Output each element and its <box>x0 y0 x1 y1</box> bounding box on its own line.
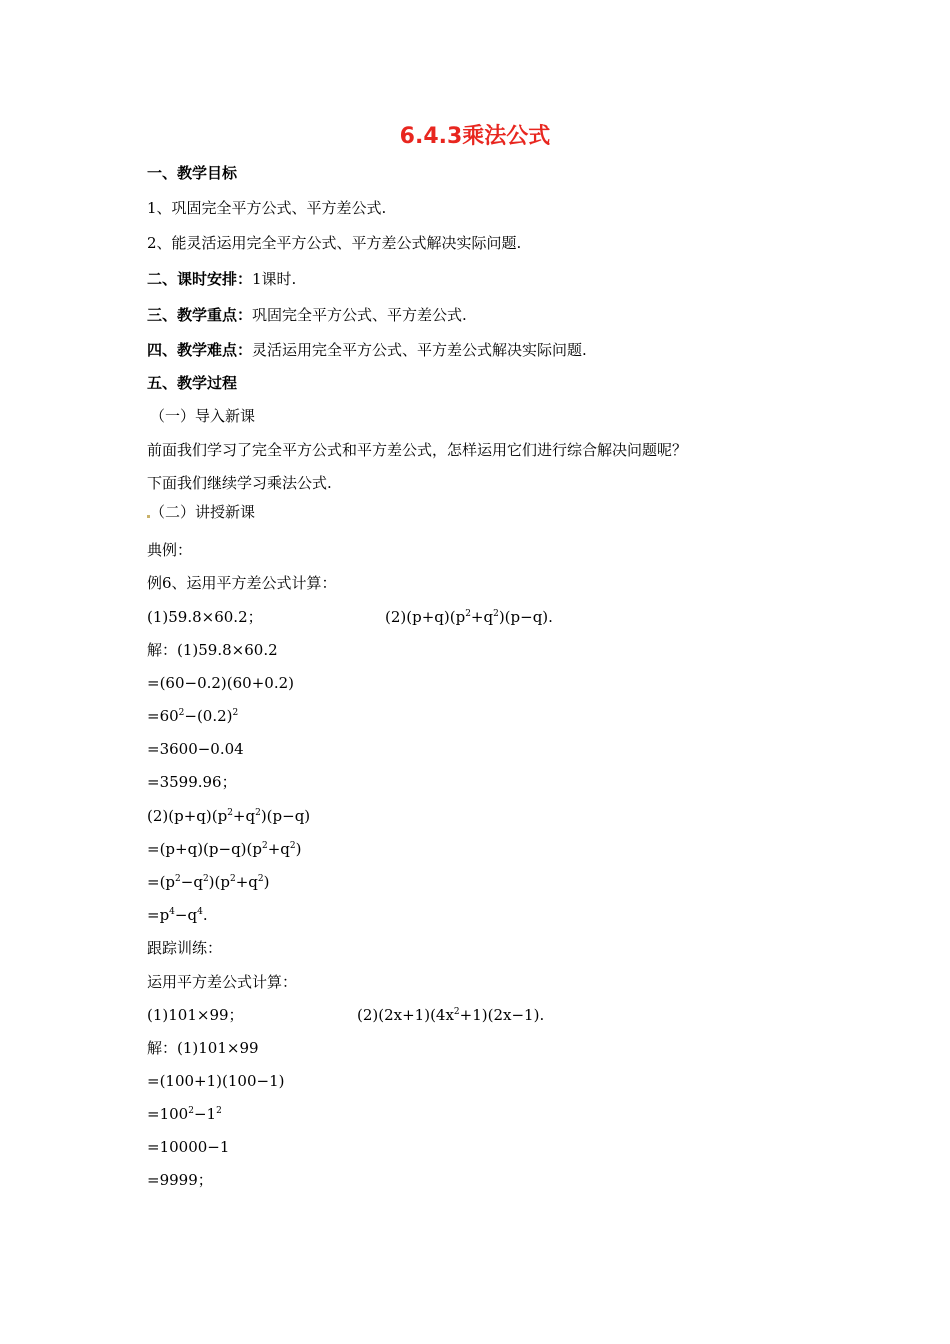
solution-step: =9999； <box>147 1171 213 1189</box>
solution-step: =10000−1 <box>147 1138 230 1156</box>
example6-solution-start <box>147 640 278 660</box>
solution-step: $(2)(p+q)(p^2+q^2)(p-q)$ <box>147 807 311 825</box>
solution-step: $=60^2-(0.2)^2$ <box>147 707 239 725</box>
practice-question-2: $(2)(2x+1)(4x^2+1)(2x-1)$. <box>357 1006 545 1024</box>
example-label: 典例： <box>147 541 193 559</box>
intro-text-1: 前面我们学习了完全平方公式和平方差公式，怎样运用它们进行综合解决问题呢？ <box>147 441 688 459</box>
practice-prompt: 运用平方差公式计算： <box>147 973 298 991</box>
example6-prompt: 例6、运用平方差公式计算： <box>147 574 337 592</box>
solution-step: (1)59.8×60.2 <box>177 641 278 659</box>
difficulty-label: 四、教学难点： <box>147 341 253 359</box>
difficulty-row <box>147 340 587 360</box>
schedule-row <box>147 269 296 289</box>
subheading-lecture-row <box>147 502 255 522</box>
solution-step: $=p^4-q^4$. <box>147 906 208 924</box>
solution-label: 解： <box>147 641 178 659</box>
key-points-label: 三、教学重点： <box>147 306 253 324</box>
solution-step: =(60−0.2)(60+0.2) <box>147 674 294 692</box>
solution-step: $=(p+q)(p-q)(p^2+q^2)$ <box>147 840 302 858</box>
example6-question-2: $(2)(p+q)(p^2+q^2)(p-q)$. <box>385 608 553 626</box>
solution-step: =3600−0.04 <box>147 740 244 758</box>
subheading-lecture: （二）讲授新课 <box>150 503 256 521</box>
objective-item-1: 1、巩固完全平方公式、平方差公式. <box>147 199 387 217</box>
document-title: 6.4.3乘法公式 <box>399 124 551 149</box>
practice-label: 跟踪训练： <box>147 939 223 957</box>
key-points-value: 巩固完全平方公式、平方差公式. <box>252 306 467 324</box>
intro-text-2: 下面我们继续学习乘法公式. <box>147 474 332 492</box>
example6-question-1: (1)59.8×60.2； <box>147 608 263 626</box>
objective-item-2: 2、能灵活运用完全平方公式、平方差公式解决实际问题. <box>147 234 522 252</box>
subheading-intro: （一）导入新课 <box>150 407 256 425</box>
solution-step: $=100^2-1^2$ <box>147 1105 222 1123</box>
solution-label: 解： <box>147 1039 178 1057</box>
schedule-value: 1课时. <box>252 270 297 288</box>
practice-question-1: (1)101×99； <box>147 1006 244 1024</box>
schedule-label: 二、课时安排： <box>147 270 253 288</box>
key-points-row <box>147 305 467 325</box>
section-heading-objectives: 一、教学目标 <box>147 164 238 182</box>
solution-step: (1)101×99 <box>177 1039 259 1057</box>
solution-step: $=(p^2-q^2)(p^2+q^2)$ <box>147 873 270 891</box>
difficulty-value: 灵活运用完全平方公式、平方差公式解决实际问题. <box>252 341 587 359</box>
solution-step: =(100+1)(100−1) <box>147 1072 285 1090</box>
practice-solution-start <box>147 1038 259 1058</box>
solution-step: =3599.96； <box>147 773 237 791</box>
section-heading-process: 五、教学过程 <box>147 374 238 392</box>
